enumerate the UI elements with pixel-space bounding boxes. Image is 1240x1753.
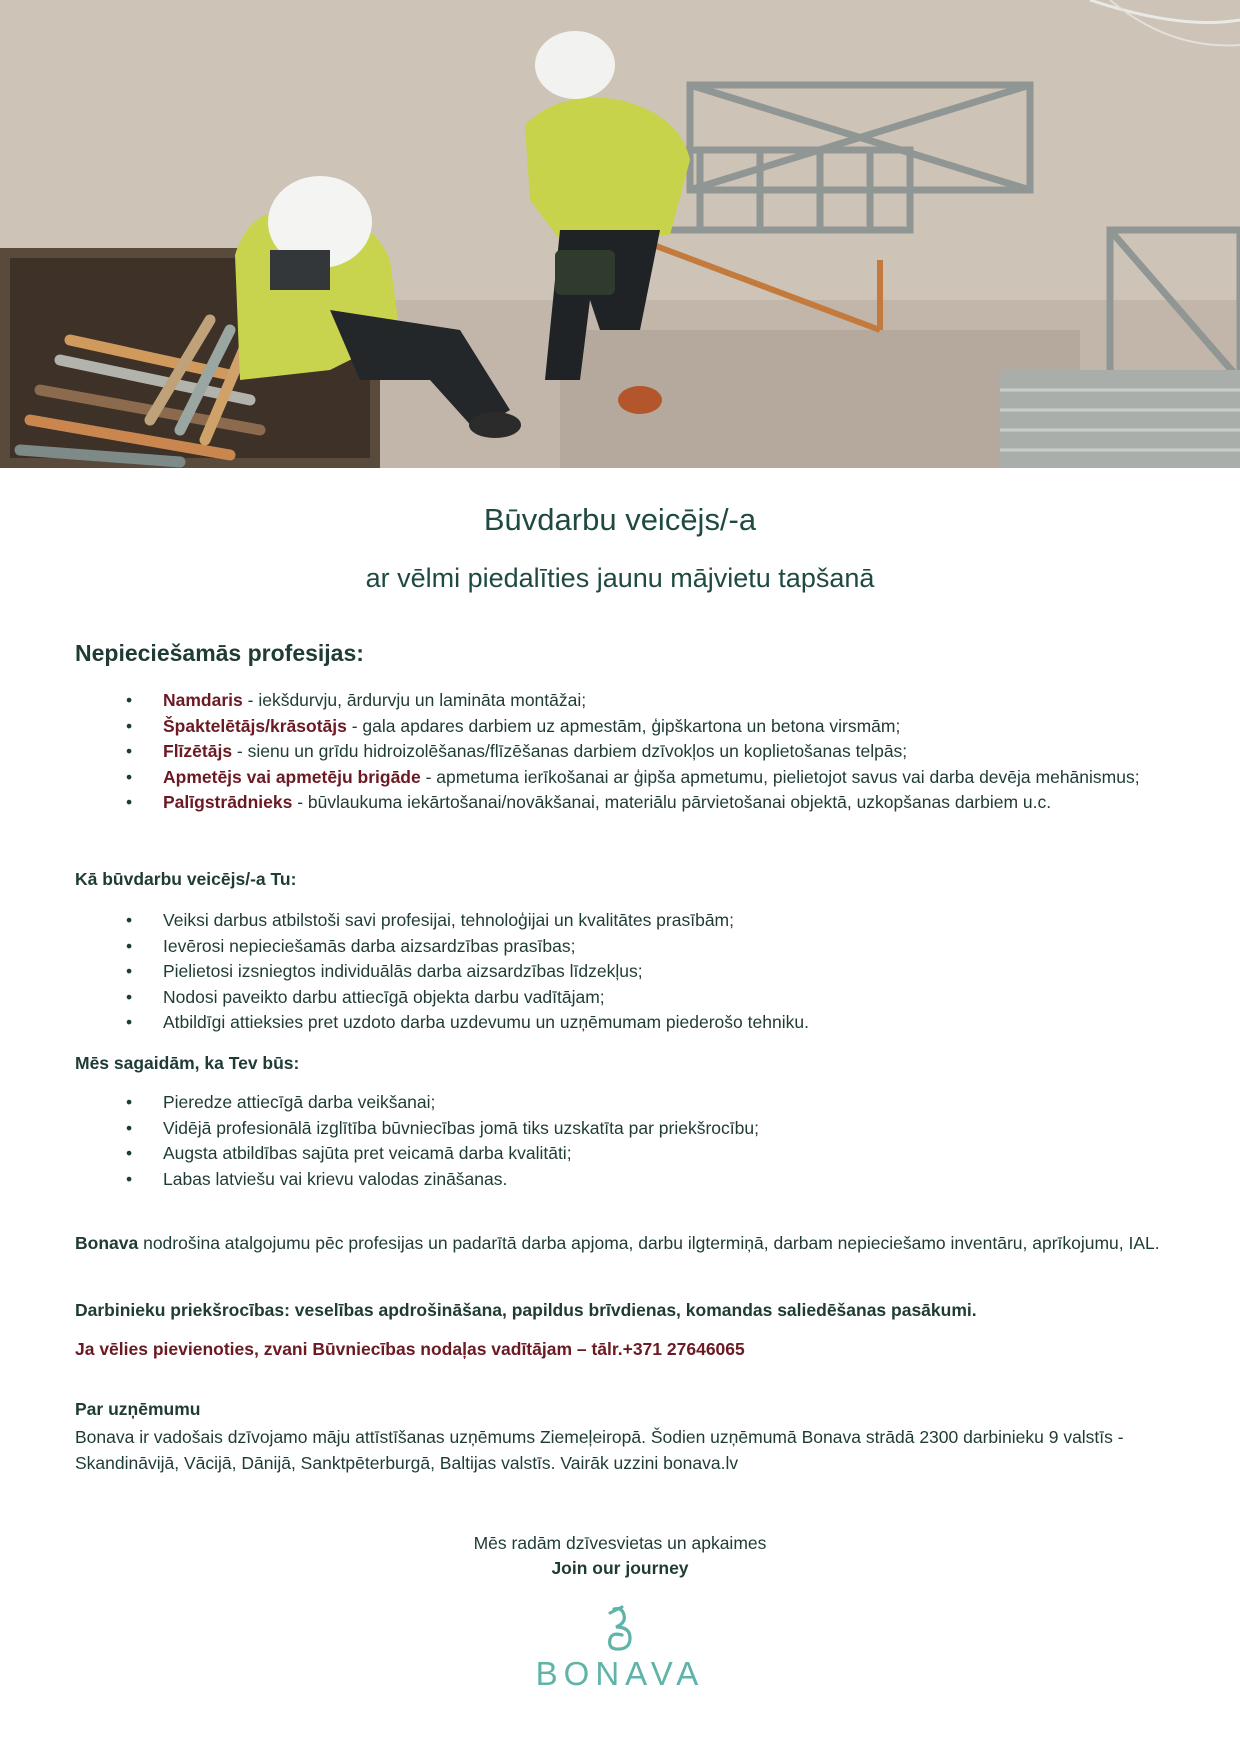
role-name: Namdaris [163, 690, 243, 710]
bullet-icon: • [126, 935, 133, 956]
bullet-icon: • [126, 961, 133, 981]
offer-paragraph [75, 1230, 1165, 1256]
role-description: - apmetuma ierīkošanai ar ģipša apmetumu, pielietojot savus vai darba devēja mehānismus; [420, 766, 1140, 787]
bonava-b-icon [600, 1605, 640, 1653]
logo-text: BONAVA [535, 1655, 705, 1692]
role-description: - būvlaukuma iekārtošanai/novākšanai, materiālu pārvietošanai objektā, uzkopšanas darbiem u.c. [292, 792, 1052, 812]
bullet-icon: • [126, 715, 133, 736]
list-item-text: Augsta atbildības sajūta pret veicamā darba kvalitāti; [163, 1143, 572, 1163]
offer-text: nodrošina atalgojumu pēc profesijas un padarītā darba apjoma, darbu ilgtermiņā, darbam nepieciešamo inventāru, aprīkojumu, IAL. [138, 1233, 1160, 1253]
list-item [75, 688, 1165, 714]
benefits-paragraph: Darbinieku priekšrocības: veselības apdrošināšana, papildus brīvdienas, komandas saliedēšanas pasākumi. [75, 1300, 977, 1320]
construction-workers-illustration [0, 0, 1240, 468]
hero-photo [0, 0, 1240, 468]
bullet-icon: • [126, 1092, 133, 1112]
role-description: - gala apdares darbiem uz apmestām, ģipškartona un betona virsmām; [346, 715, 901, 736]
metal-deck [1000, 370, 1240, 468]
bullet-icon: • [126, 1143, 133, 1163]
role-name: Špaktelētājs/krāsotājs [163, 715, 347, 736]
requirements-heading: Mēs sagaidām, ka Tev būs: [75, 1053, 300, 1073]
list-item-text: Pieredze attiecīgā darba veikšanai; [163, 1092, 436, 1112]
list-item [75, 959, 1165, 985]
bullet-icon: • [126, 766, 133, 787]
list-item [75, 739, 1165, 765]
list-item [75, 934, 1165, 960]
role-name: Apmetējs vai apmetēju brigāde [163, 766, 421, 787]
professions-heading: Nepieciešamās profesijas: [75, 640, 364, 666]
duties-list [75, 908, 1165, 1036]
tagline: Mēs radām dzīvesvietas un apkaimes [473, 1533, 767, 1553]
requirements-list [75, 1090, 1165, 1192]
bullet-icon: • [126, 1012, 133, 1032]
list-item [75, 714, 1165, 740]
role-description: - iekšdurvju, ārdurvju un lamināta montāžai; [242, 690, 587, 710]
page-title: Būvdarbu veicējs/-a [483, 502, 757, 537]
brand-name: Bonava [75, 1233, 139, 1253]
about-heading: Par uzņēmumu [75, 1399, 201, 1419]
bullet-icon: • [126, 741, 133, 761]
call-to-action: Ja vēlies pievienoties, zvani Būvniecības nodaļas vadītājam – tālr.+371 27646065 [75, 1339, 745, 1359]
list-item [75, 1010, 1165, 1036]
list-item [75, 790, 1165, 816]
bullet-icon: • [126, 792, 133, 812]
bonava-logo [0, 1605, 1240, 1693]
list-item-text: Pielietosi izsniegtos individuālās darba aizsardzības līdzekļus; [163, 961, 643, 981]
list-item [75, 1141, 1165, 1167]
list-item-text: Labas latviešu vai krievu valodas zināšanas. [163, 1168, 508, 1189]
list-item [75, 1116, 1165, 1142]
professions-list [75, 688, 1165, 816]
list-item [75, 1090, 1165, 1116]
list-item [75, 985, 1165, 1011]
list-item-text: Vidējā profesionālā izglītība būvniecības jomā tiks uzskatīta par priekšrocību; [163, 1117, 759, 1138]
list-item [75, 765, 1165, 791]
list-item-text: Veiksi darbus atbilstoši savi profesijai, tehnoloģijai un kvalitātes prasībām; [163, 910, 734, 930]
page-subtitle: ar vēlmi piedalīties jaunu mājvietu tapšanā [365, 563, 875, 593]
journey-slogan: Join our journey [551, 1558, 689, 1578]
role-description: - sienu un grīdu hidroizolēšanas/flīzēšanas darbiem dzīvokļos un koplietošanas telpās; [232, 741, 908, 761]
bullet-icon: • [126, 1168, 133, 1189]
list-item [75, 1167, 1165, 1193]
role-name: Palīgstrādnieks [163, 792, 293, 812]
list-item-text: Nodosi paveikto darbu attiecīgā objekta darbu vadītājam; [163, 986, 605, 1007]
list-item-text: Atbildīgi attieksies pret uzdoto darba uzdevumu un uzņēmumam piederošo tehniku. [163, 1012, 809, 1032]
list-item-text: Ievērosi nepieciešamās darba aizsardzības prasības; [163, 935, 576, 956]
bullet-icon: • [126, 910, 133, 930]
bullet-icon: • [126, 1117, 133, 1138]
role-name: Flīzētājs [163, 741, 233, 761]
list-item [75, 908, 1165, 934]
duties-heading: Kā būvdarbu veicējs/-a Tu: [75, 869, 297, 889]
bullet-icon: • [126, 986, 133, 1007]
about-paragraph: Bonava ir vadošais dzīvojamo māju attīstīšanas uzņēmums Ziemeļeiropā. Šodien uzņēmumā Bonava strādā 2300 darbinieku 9 valstīs - Skandināvijā, Vācijā, Dānijā, Sanktpēterburgā, Baltijas valstīs. Vairāk uzzini bonava.lv [75, 1427, 1124, 1473]
bullet-icon: • [126, 690, 133, 710]
